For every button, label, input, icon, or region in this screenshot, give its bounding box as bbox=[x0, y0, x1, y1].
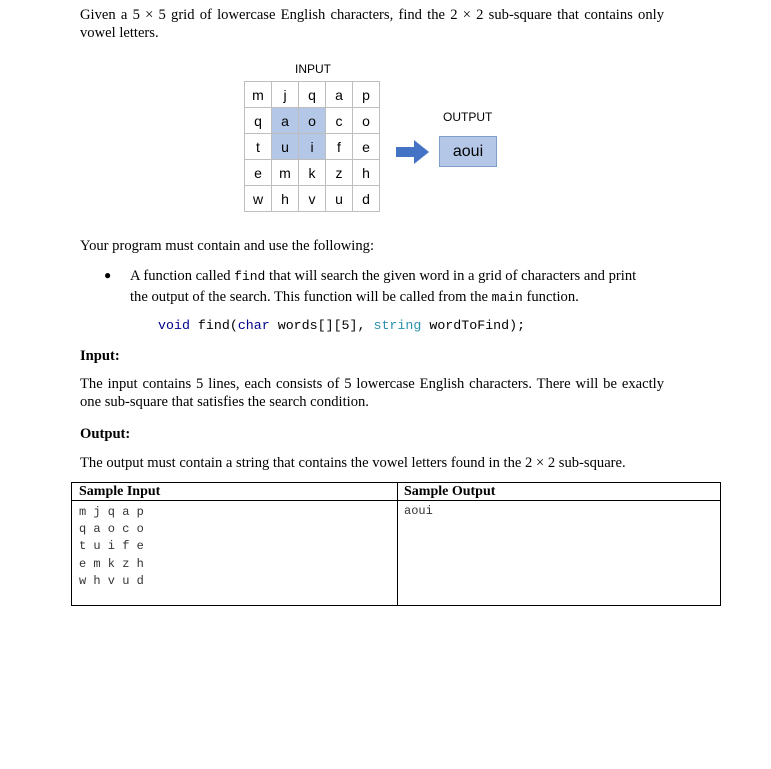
grid-cell: o bbox=[299, 108, 326, 134]
input-grid bbox=[244, 81, 380, 212]
grid-cell: a bbox=[326, 82, 353, 108]
grid-cell: z bbox=[326, 160, 353, 186]
output-label: OUTPUT bbox=[443, 110, 493, 124]
grid-row bbox=[245, 186, 380, 212]
bullet-text-1: A function called bbox=[130, 268, 235, 284]
code-find: find( bbox=[189, 318, 238, 333]
grid-cell: u bbox=[272, 134, 299, 160]
sample-table bbox=[71, 482, 721, 606]
function-signature bbox=[158, 318, 525, 333]
output-heading: Output: bbox=[80, 426, 131, 442]
sample-output-value: aoui bbox=[404, 504, 433, 518]
main-name: main bbox=[491, 290, 523, 305]
sample-input-line: q a o c o bbox=[79, 522, 144, 537]
code-char: char bbox=[237, 318, 270, 333]
grid-cell: p bbox=[353, 82, 380, 108]
sample-input-line: m j q a p bbox=[79, 505, 144, 519]
grid-cell: i bbox=[299, 134, 326, 160]
grid-cell: w bbox=[245, 186, 272, 212]
input-label: INPUT bbox=[295, 62, 331, 76]
problem-intro: Given a 5 × 5 grid of lowercase English characters, find the 2 × 2 sub-square that contains only vowel letters. bbox=[80, 7, 664, 41]
grid-cell: e bbox=[353, 134, 380, 160]
grid-cell: h bbox=[353, 160, 380, 186]
grid-cell: o bbox=[353, 108, 380, 134]
grid-cell: q bbox=[245, 108, 272, 134]
bullet-text-3: function. bbox=[522, 289, 579, 305]
requirement-bullet bbox=[130, 266, 646, 308]
sample-output-header: Sample Output bbox=[404, 484, 496, 499]
sample-input-header: Sample Input bbox=[79, 484, 161, 499]
output-description: The output must contain a string that contains the vowel letters found in the 2 × 2 sub-square. bbox=[80, 455, 626, 471]
sample-input-line: w h v u d bbox=[79, 573, 144, 588]
bullet-text-2: that will search the given word in a grid of characters and print the output of the search. This function will be called from the bbox=[130, 268, 637, 305]
output-box: aoui bbox=[439, 136, 497, 167]
table-divider bbox=[397, 483, 398, 605]
sample-input-lines bbox=[79, 504, 144, 590]
grid-cell: u bbox=[326, 186, 353, 212]
code-string: string bbox=[373, 318, 422, 333]
grid-cell: m bbox=[245, 82, 272, 108]
grid-row bbox=[245, 82, 380, 108]
grid-cell: m bbox=[272, 160, 299, 186]
grid-cell: f bbox=[326, 134, 353, 160]
code-words: words[][5], bbox=[269, 318, 374, 333]
grid-cell: a bbox=[272, 108, 299, 134]
grid-cell: e bbox=[245, 160, 272, 186]
grid-cell: t bbox=[245, 134, 272, 160]
input-heading: Input: bbox=[80, 348, 120, 364]
code-rest: wordToFind); bbox=[421, 318, 526, 333]
code-void: void bbox=[158, 318, 190, 333]
grid-cell: h bbox=[272, 186, 299, 212]
sample-input-line: t u i f e bbox=[79, 539, 144, 554]
grid-cell: k bbox=[299, 160, 326, 186]
grid-cell: j bbox=[272, 82, 299, 108]
grid-cell: q bbox=[299, 82, 326, 108]
grid-cell: c bbox=[326, 108, 353, 134]
table-divider bbox=[72, 500, 720, 501]
grid-row bbox=[245, 134, 380, 160]
grid-cell: v bbox=[299, 186, 326, 212]
grid-row bbox=[245, 108, 380, 134]
arrow-right-icon bbox=[396, 139, 430, 165]
grid-row bbox=[245, 160, 380, 186]
input-description: The input contains 5 lines, each consists of 5 lowercase English characters. There will be exactly one sub-square that satisfies the search condition. bbox=[80, 376, 664, 410]
bullet-icon: ● bbox=[104, 268, 112, 282]
requirements-lead: Your program must contain and use the following: bbox=[80, 238, 375, 254]
function-name: find bbox=[234, 269, 266, 284]
sample-input-line: e m k z h bbox=[79, 556, 144, 571]
grid-cell: d bbox=[353, 186, 380, 212]
